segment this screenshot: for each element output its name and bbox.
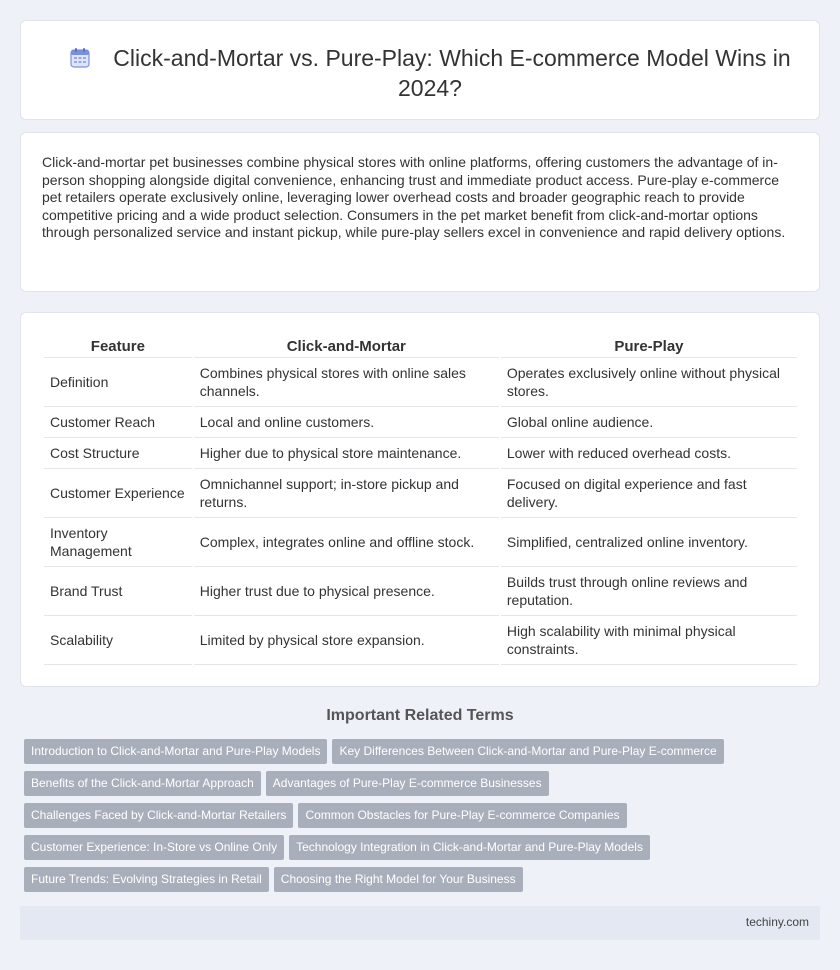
tag-row [24,867,824,899]
table-row [44,469,797,518]
table-cell: Builds trust through online reviews and reputation. [501,567,797,616]
table-cell: Scalability [44,616,192,665]
table-row [44,567,797,616]
related-term-tag[interactable]: Common Obstacles for Pure-Play E-commerce Companies [298,803,626,828]
table-cell: Local and online customers. [194,407,499,438]
related-term-tag[interactable]: Challenges Faced by Click-and-Mortar Retailers [24,803,293,828]
table-cell: Limited by physical store expansion. [194,616,499,665]
related-term-tag[interactable]: Advantages of Pure-Play E-commerce Businesses [266,771,549,796]
tag-row [24,771,824,803]
tag-row [24,803,824,835]
column-header: Click-and-Mortar [194,335,499,358]
page-title [61,43,799,103]
related-term-tag[interactable]: Benefits of the Click-and-Mortar Approach [24,771,261,796]
footer-site-link[interactable]: techiny.com [745,915,809,929]
table-cell: Simplified, centralized online inventory. [501,518,797,567]
table-cell: Operates exclusively online without physical stores. [501,358,797,407]
table-row [44,407,797,438]
table-cell: Omnichannel support; in-store pickup and returns. [194,469,499,518]
column-header: Pure-Play [501,335,797,358]
table-cell: Higher due to physical store maintenance. [194,438,499,469]
table-row [44,438,797,469]
related-term-tag[interactable]: Introduction to Click-and-Mortar and Pure-Play Models [24,739,327,764]
related-term-tag[interactable]: Key Differences Between Click-and-Mortar and Pure-Play E-commerce [332,739,723,764]
related-terms-title: Important Related Terms [326,707,514,724]
tag-row [24,835,824,867]
intro-card [20,132,820,292]
related-terms-list [24,739,824,899]
table-cell: Brand Trust [44,567,192,616]
table-cell: Higher trust due to physical presence. [194,567,499,616]
table-cell: Focused on digital experience and fast delivery. [501,469,797,518]
table-header-row [44,335,797,358]
related-term-tag[interactable]: Future Trends: Evolving Strategies in Retail [24,867,269,892]
related-term-tag[interactable]: Technology Integration in Click-and-Mortar and Pure-Play Models [289,835,650,860]
table-cell: Cost Structure [44,438,192,469]
table-cell: Complex, integrates online and offline stock. [194,518,499,567]
table-cell: Global online audience. [501,407,797,438]
table-cell: High scalability with minimal physical constraints. [501,616,797,665]
related-term-tag[interactable]: Choosing the Right Model for Your Business [274,867,523,892]
table-cell: Combines physical stores with online sales channels. [194,358,499,407]
intro-paragraph: Click-and-mortar pet businesses combine physical stores with online platforms, offering customers the advantage of in-person shopping alongside digital convenience, enhancing trust and immediate product access. Pure-play e-commerce pet retailers operate exclusively online, leveraging lower overhead costs and broader geographic reach to provide competitive pricing and a wide product selection. Consumers in the pet market benefit from click-and-mortar options through personalized service and instant pickup, while pure-play sellers excel in convenience and rapid delivery options. [42,154,786,241]
table-cell: Inventory Management [44,518,192,567]
table-cell: Customer Reach [44,407,192,438]
tag-row [24,739,824,771]
header-card [20,20,820,120]
footer [20,906,820,940]
header [61,43,799,103]
page-title-text: Click-and-Mortar vs. Pure-Play: Which E-commerce Model Wins in 2024? [113,45,791,101]
column-header: Feature [44,335,192,358]
comparison-table [42,335,799,665]
comparison-card [20,312,820,687]
table-cell: Lower with reduced overhead costs. [501,438,797,469]
table-cell: Customer Experience [44,469,192,518]
calendar-icon [69,47,91,69]
table-row [44,518,797,567]
table-row [44,616,797,665]
related-term-tag[interactable]: Customer Experience: In-Store vs Online Only [24,835,284,860]
table-row [44,358,797,407]
table-cell: Definition [44,358,192,407]
